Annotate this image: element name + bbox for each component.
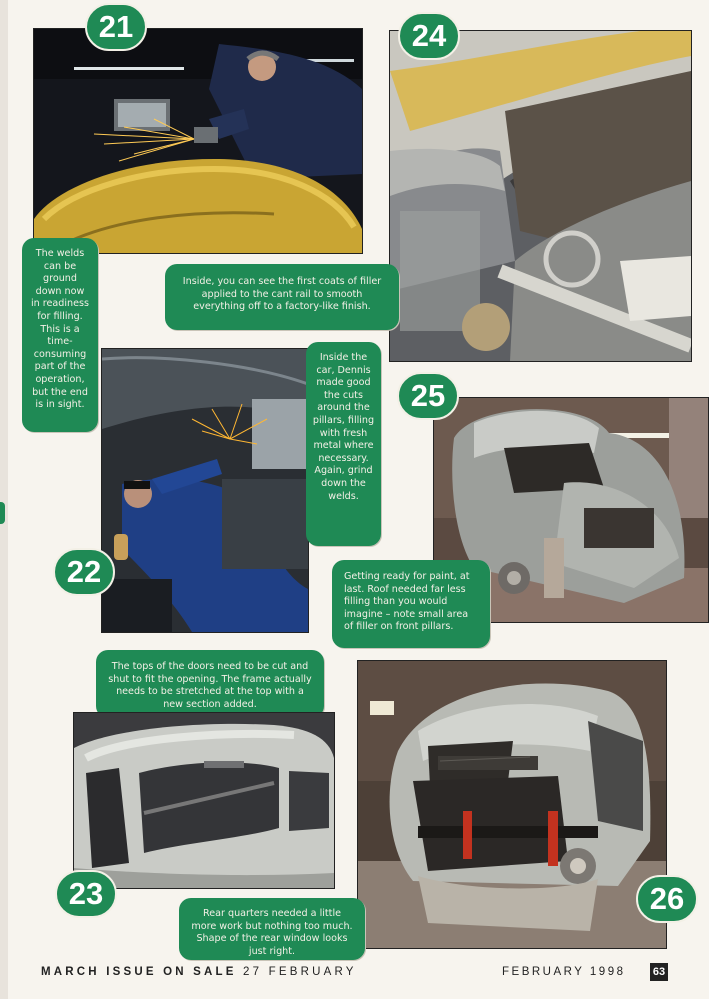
footer-issue-label: MARCH ISSUE ON SALE <box>41 966 237 978</box>
footer-issue-date: 27 FEBRUARY <box>243 966 357 978</box>
page-number: 63 <box>650 963 668 981</box>
photo-22-welding-inside <box>101 348 309 633</box>
step-badge-23: 23 <box>55 870 117 918</box>
photo-24-cant-rail-filler <box>389 30 692 362</box>
footer-issue-notice <box>41 966 357 978</box>
gutter-tab <box>0 502 5 524</box>
caption-step-22: Inside the car, Dennis made good the cuts around the pillars, filling with fresh metal where necessary. Again, grind down the welds. <box>306 342 381 546</box>
step-badge-21: 21 <box>85 3 147 51</box>
step-badge-26: 26 <box>636 875 698 923</box>
caption-step-26: Rear quarters needed a little more work but nothing too much. Shape of the rear window looks just right. <box>179 898 365 960</box>
page-gutter <box>0 0 8 999</box>
caption-step-24: Inside, you can see the first coats of filler applied to the cant rail to smooth everything off to a factory-like finish. <box>165 264 399 330</box>
photo-26-rear-quarters <box>357 660 667 949</box>
step-badge-25: 25 <box>397 372 459 420</box>
step-badge-22: 22 <box>53 548 115 596</box>
caption-step-21: The welds can be ground down now in readiness for filling. This is a time-consuming part of the operation, but the end is in sight. <box>22 238 98 432</box>
photo-23-door-frames <box>73 712 335 889</box>
step-badge-24: 24 <box>398 12 460 60</box>
caption-step-25: Getting ready for paint, at last. Roof needed far less filling than you would imagine – note small area of filler on front pillars. <box>332 560 490 648</box>
photo-21-grinding-roof <box>33 28 363 254</box>
footer-month: FEBRUARY 1998 <box>502 966 626 978</box>
caption-step-23: The tops of the doors need to be cut and shut to fit the opening. The frame actually needs to be stretched at the top with a new section added. <box>96 650 324 718</box>
